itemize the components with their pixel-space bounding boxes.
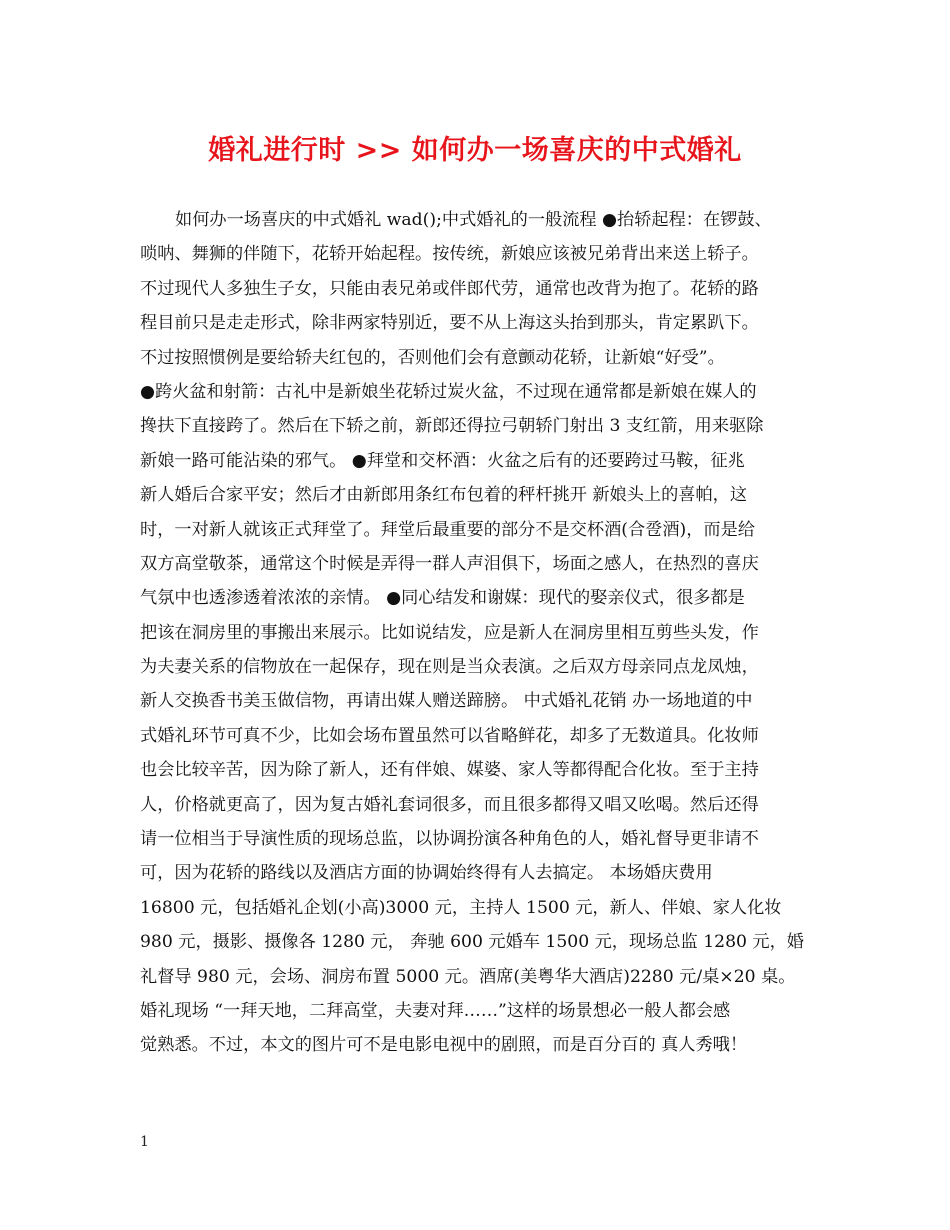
text-line: 气氛中也透渗透着浓浓的亲情。 ●同心结发和谢媒：现代的娶亲仪式，很多都是 [140,588,745,609]
page-title: 婚礼进行时 >> 如何办一场喜庆的中式婚礼 [208,135,742,166]
text-line: 新人交换香书美玉做信物，再请出媒人赠送蹄膀。 中式婚礼花销 办一场地道的中 [140,691,753,712]
text-line: 把该在洞房里的事搬出来展示。比如说结发，应是新人在洞房里相互剪些头发，作 [140,622,759,643]
text-line: 唢呐、舞狮的伴随下，花轿开始起程。按传统，新娘应该被兄弟背出来送上轿子。 [140,244,759,265]
text-line: 可，因为花轿的路线以及酒店方面的协调始终得有人去搞定。 本场婚庆费用 [140,863,713,884]
text-line: 980 元，摄影、摄像各 1280 元， 奔驰 600 元婚车 1500 元，现场总监 1280 元，婚 [140,932,804,953]
text-line: 搀扶下直接跨了。然后在下轿之前，新郎还得拉弓朝轿门射出 3 支红箭，用来驱除 [140,416,764,437]
article-body [140,203,830,1063]
text-line: 时，一对新人就该正式拜堂了。拜堂后最重要的部分不是交杯酒(合卺酒)，而是给 [140,519,755,540]
text-line: 礼督导 980 元，会场、洞房布置 5000 元。酒席(美粤华大酒店)2280 元/桌×20 桌。 [140,966,796,987]
text-line: 婚礼现场 “一拜天地，二拜高堂，夫妻对拜……”这样的场景想必一般人都会感 [140,1000,731,1021]
text-line: 也会比较辛苦，因为除了新人，还有伴娘、媒婆、家人等都得配合化妆。至于主持 [140,760,759,781]
text-line: 为夫妻关系的信物放在一起保存，现在则是当众表演。之后双方母亲同点龙凤烛， [140,657,759,678]
text-line: 程目前只是走走形式，除非两家特别近，要不从上海这头抬到那头，肯定累趴下。 [140,313,759,334]
text-line: 请一位相当于导演性质的现场总监，以协调扮演各种角色的人，婚礼督导更非请不 [140,829,759,850]
text-line: 如何办一场喜庆的中式婚礼 wad();中式婚礼的一般流程 ●抬轿起程：在锣鼓、 [175,210,772,230]
text-line: 16800 元，包括婚礼企划(小高)3000 元，主持人 1500 元，新人、伴娘、家人化妆 [140,897,782,918]
text-line: ●跨火盆和射箭：古礼中是新娘坐花轿过炭火盆，不过现在通常都是新娘在媒人的 [140,381,757,402]
page-number: 1 [140,1134,149,1150]
text-line: 新人婚后合家平安；然后才由新郎用条红布包着的秤杆挑开 新娘头上的喜帕，这 [140,485,748,506]
text-line: 新娘一路可能沾染的邪气。 ●拜堂和交杯酒：火盆之后有的还要跨过马鞍，征兆 [140,450,745,471]
text-line: 不过按照惯例是要给轿夫红包的，否则他们会有意颤动花轿，让新娘“好受”。 [140,347,725,368]
text-line: 人，价格就更高了，因为复古婚礼套词很多，而且很多都得又唱又吆喝。然后还得 [140,794,759,815]
text-line: 式婚礼环节可真不少，比如会场布置虽然可以省略鲜花，却多了无数道具。化妆师 [140,725,759,746]
text-line: 双方高堂敬茶，通常这个时候是弄得一群人声泪俱下，场面之感人，在热烈的喜庆 [140,553,759,574]
text-line: 觉熟悉。不过，本文的图片可不是电影电视中的剧照，而是百分百的 真人秀哦！ [140,1035,748,1056]
text-line: 不过现代人多独生子女，只能由表兄弟或伴郎代劳，通常也改背为抱了。花轿的路 [140,278,759,299]
